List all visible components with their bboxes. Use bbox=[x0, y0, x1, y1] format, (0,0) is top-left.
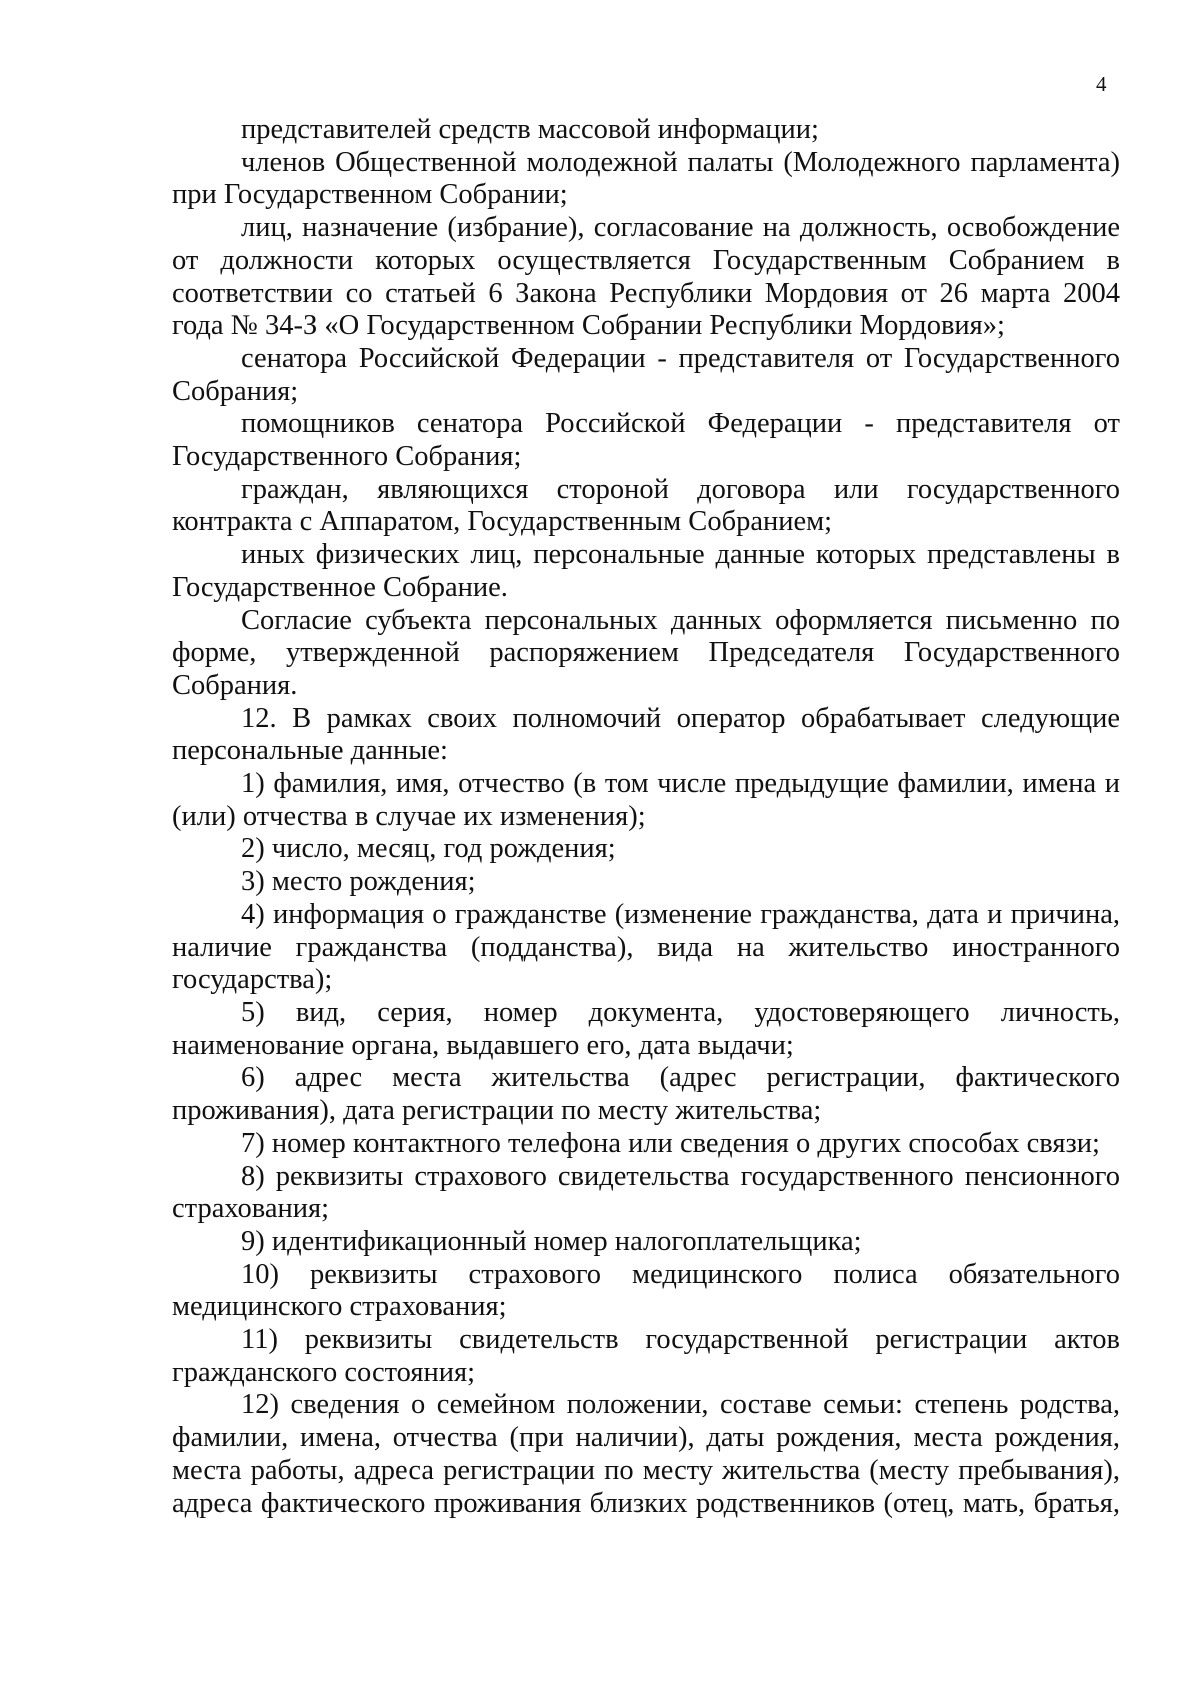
list-item: 7) номер контактного телефона или сведения о других способах связи; bbox=[241, 1127, 1100, 1159]
paragraph: лиц, назначение (избрание), согласование на должность, освобождение от должности которых осуществляется Государственным Собранием в соответствии со статьей 6 Закона Республики Мордовия от 26 марта 2004 года № 34-З «О Государственном Собрании Республики Мордовия»; bbox=[172, 212, 1120, 342]
list-item: 10) реквизиты страхового медицинского полиса обязательного медицинского страхования; bbox=[172, 1258, 1120, 1323]
list-item: 9) идентификационный номер налогоплательщика; bbox=[241, 1225, 862, 1257]
list-item: 6) адрес места жительства (адрес регистрации, фактического проживания), дата регистрации по месту жительства; bbox=[172, 1062, 1120, 1127]
paragraph: 12. В рамках своих полномочий оператор обрабатывает следующие персональные данные: bbox=[172, 702, 1120, 767]
paragraph: граждан, являющихся стороной договора или государственного контракта с Аппаратом, Государственным Собранием; bbox=[172, 473, 1120, 538]
paragraph: помощников сенатора Российской Федерации - представителя от Государственного Собрания; bbox=[172, 408, 1120, 473]
paragraph: сенатора Российской Федерации - представителя от Государственного Собрания; bbox=[172, 342, 1120, 407]
list-item: 4) информация о гражданстве (изменение гражданства, дата и причина, наличие гражданства (подданства), вида на жительство иностранного государства); bbox=[172, 898, 1120, 996]
paragraph: членов Общественной молодежной палаты (Молодежного парламента) при Государственном Собрании; bbox=[172, 146, 1120, 211]
document-text bbox=[172, 114, 1120, 1520]
list-item: 8) реквизиты страхового свидетельства государственного пенсионного страхования; bbox=[172, 1160, 1120, 1225]
list-item: 1) фамилия, имя, отчество (в том числе предыдущие фамилии, имена и (или) отчества в случае их изменения); bbox=[172, 768, 1120, 832]
page-number: 4 bbox=[1096, 72, 1107, 96]
paragraph: иных физических лиц, персональные данные которых представлены в Государственное Собрание. bbox=[172, 539, 1120, 603]
paragraph: Согласие субъекта персональных данных оформляется письменно по форме, утвержденной распоряжением Председателя Государственного Собрания. bbox=[172, 604, 1120, 701]
list-item: 11) реквизиты свидетельств государственной регистрации актов гражданского состояния; bbox=[172, 1324, 1120, 1388]
list-item: 2) число, месяц, год рождения; bbox=[241, 833, 616, 865]
list-item: 5) вид, серия, номер документа, удостоверяющего личность, наименование органа, выдавшего его, дата выдачи; bbox=[172, 996, 1120, 1061]
list-item: 12) сведения о семейном положении, составе семьи: степень родства, фамилии, имена, отчества (при наличии), даты рождения, места рождения, места работы, адреса регистрации по месту жительства (месту пребывания), адреса фактического проживания близких родственников (отец, мать, братья, bbox=[172, 1389, 1120, 1519]
paragraph: представителей средств массовой информации; bbox=[241, 114, 819, 145]
list-item: 3) место рождения; bbox=[241, 866, 476, 898]
